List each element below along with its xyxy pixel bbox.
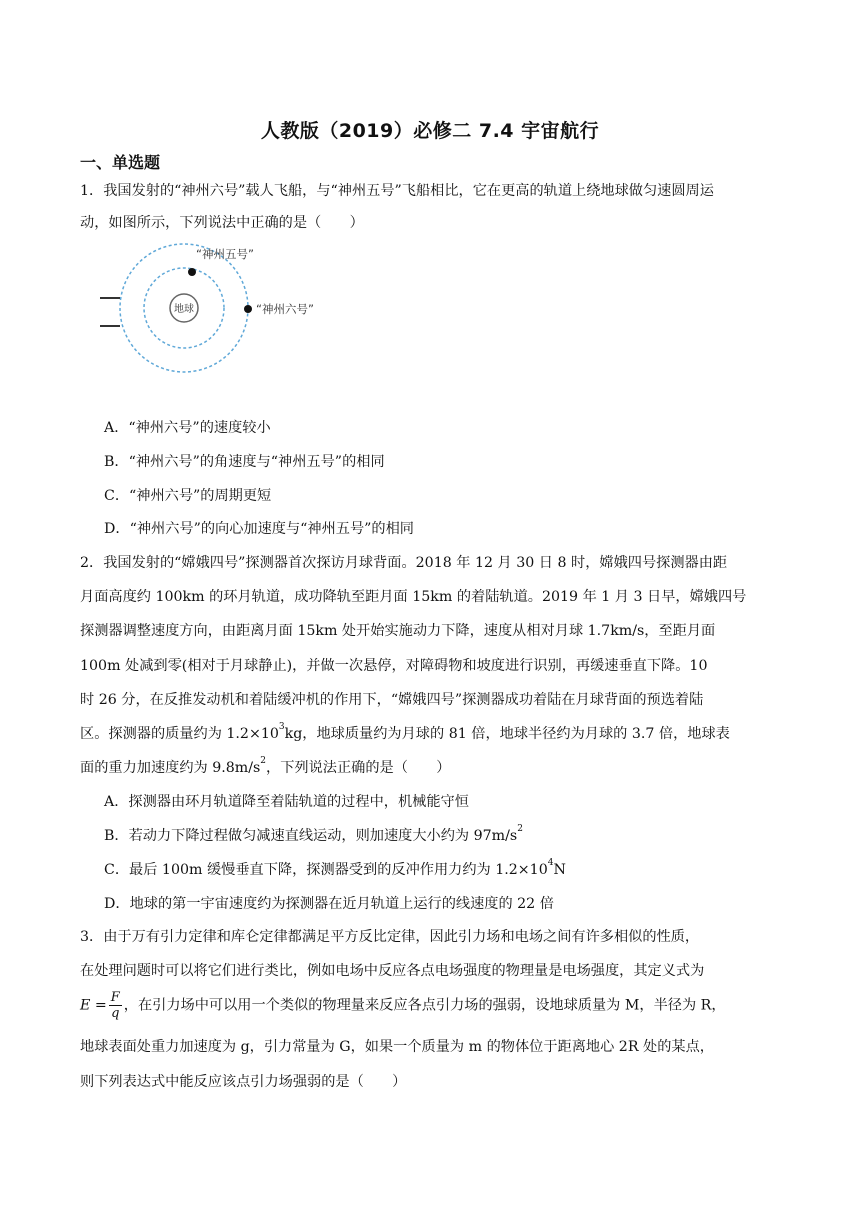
q1-stem-line: 动，如图所示，下列说法中正确的是（ ） [80,215,364,231]
q3-stem-line: E = $\frac{F}{q}$ ，在引力场中可以用一个类似的物理量来反应各点引力场的强弱，设地球质量为 M，半径为 R， [80,990,726,1021]
q1-option-a[interactable]: A．“神州六号”的速度较小 [104,420,271,436]
q1-option-c[interactable]: C．“神州六号”的周期更短 [104,488,272,504]
q2-option-c[interactable]: C．最后 100m 缓慢垂直下降，探测器受到的反冲作用力约为 $1.2\times 10^4N$ [104,858,566,878]
earth-label: 地球 [174,304,194,315]
q2-stem-line: 时 26 分，在反推发动机和着陆缓冲机的作用下，“嫦娥四号”探测器成功着陆在月球背面的预选着陆 [80,692,704,708]
section-heading: 一、单选题 [80,153,161,172]
shenzhou6-dot [244,305,252,313]
shenzhou6-label: “神州六号” [256,302,314,316]
shenzhou5-dot [188,268,196,276]
q1-option-b[interactable]: B．“神州六号”的角速度与“神州五号”的相同 [104,454,385,470]
q1-option-d[interactable]: D．“神州六号”的向心加速度与“神州五号”的相同 [104,521,414,537]
q3-stem-line: 3．由于万有引力定律和库仑定律都满足平方反比定律，因此引力场和电场之间有许多相似的性质， [80,929,700,945]
orbit-diagram [98,238,360,398]
document-title: 人教版（2019）必修二 7.4 宇宙航行 [260,120,600,142]
q3-stem-line: 在处理问题时可以将它们进行类比，例如电场中反应各点电场强度的物理量是电场强度，其定义式为 [80,963,705,979]
q2-option-d[interactable]: D．地球的第一宇宙速度约为探测器在近月轨道上运行的线速度的 22 倍 [104,896,554,912]
q2-stem-line: 面的重力加速度约为 $9.8m/s^2$，下列说法正确的是（ ） [80,756,451,776]
field-equation-fraction: $\frac{F}{q}$ [110,990,120,1021]
q2-stem-line: 2．我国发射的“嫦娥四号”探测器首次探访月球背面。2018 年 12 月 30 日 8 时，嫦娥四号探测器由距 [80,555,728,571]
q3-stem-line: 则下列表达式中能反应该点引力场强弱的是（ ） [80,1074,407,1090]
q2-stem-line: 区。探测器的质量约为 $1.2\times 10^3kg$，地球质量约为月球的 81 倍，地球半径约为月球的 3.7 倍，地球表 [80,722,730,742]
shenzhou5-label: “神州五号” [196,247,254,261]
marker-bar [100,325,120,327]
q2-option-b[interactable]: B．若动力下降过程做匀减速直线运动，则加速度大小约为 $97m/s^2$ [104,824,523,844]
q2-stem-line: 探测器调整速度方向，由距离月面 15km 处开始实施动力下降，速度从相对月球 1.7km/s，至距月面 [80,623,716,639]
field-equation-lhs: E = [80,997,107,1014]
q2-stem-line: 月面高度约 100km 的环月轨道，成功降轨至距月面 15km 的着陆轨道。2019 年 1 月 3 日早，嫦娥四号 [80,589,747,605]
q2-stem-line: 100m 处减到零(相对于月球静止)，并做一次悬停，对障碍物和坡度进行识别，再缓速垂直下降。10 [80,658,708,674]
q1-stem-line: 1．我国发射的“神州六号”载人飞船，与“神州五号”飞船相比，它在更高的轨道上绕地球做匀速圆周运 [80,183,714,199]
marker-bar [100,297,120,299]
q2-option-a[interactable]: A．探测器由环月轨道降至着陆轨道的过程中，机械能守恒 [104,794,469,810]
q3-stem-line: 地球表面处重力加速度为 g，引力常量为 G，如果一个质量为 m 的物体位于距离地心 2R 处的某点， [80,1039,714,1055]
